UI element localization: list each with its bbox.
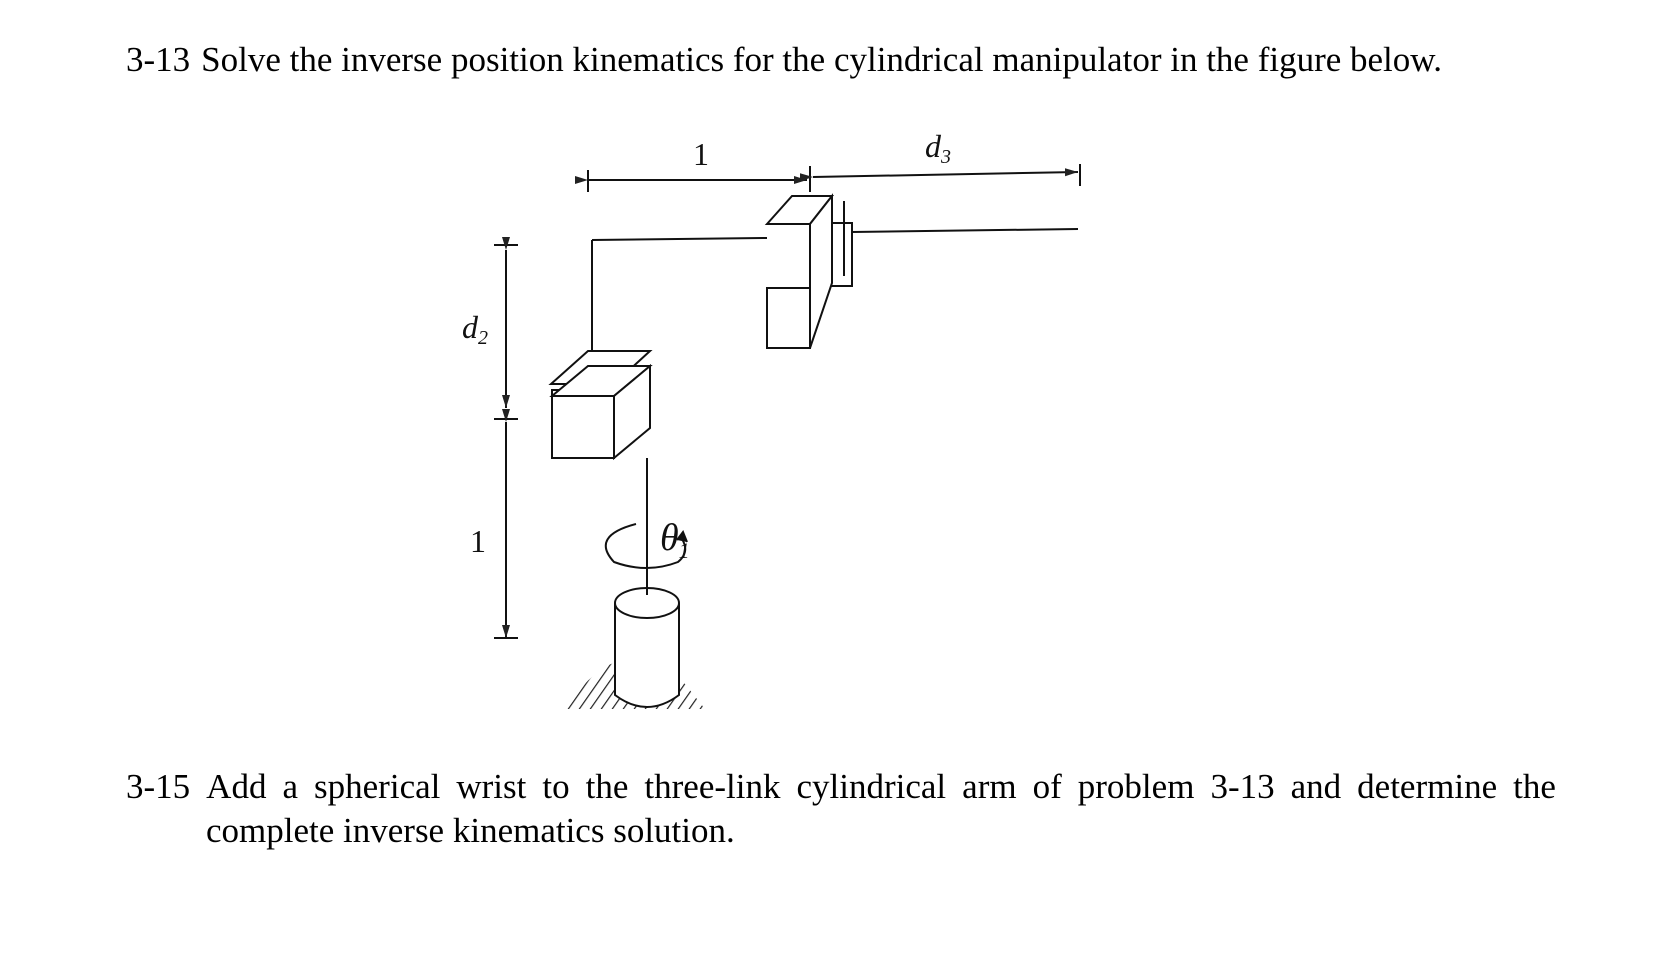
figure-labels <box>462 128 951 563</box>
problem-3-15 <box>126 765 1556 853</box>
problem-3-15-word: a <box>282 767 299 806</box>
problem-3-15-word: the <box>585 767 629 806</box>
problem-3-15-number: 3-15 <box>126 767 191 806</box>
problem-3-15-word: of <box>1032 767 1062 806</box>
theta1-label: $\theta_1$ <box>660 517 690 563</box>
problem-3-15-line2: complete inverse kinematics solution. <box>206 811 735 850</box>
problem-3-15-word: and <box>1290 767 1342 806</box>
problem-3-15-word: determine <box>1357 767 1498 806</box>
base-height-label: 1 <box>470 523 486 559</box>
problem-3-15-word: the <box>1513 767 1556 806</box>
problem-3-15-word: spherical <box>314 767 441 806</box>
problem-3-15-line1 <box>126 765 1556 809</box>
manipulator-diagram <box>462 128 1200 748</box>
problem-3-15-word: problem <box>1077 767 1195 806</box>
cylindrical-manipulator-figure <box>462 128 1200 748</box>
prismatic-joint-d3 <box>767 196 852 348</box>
problem-3-15-word: to <box>542 767 570 806</box>
problem-3-15-word: Add <box>206 767 267 806</box>
problem-3-15-word: cylindrical <box>796 767 947 806</box>
problem-3-15-word: wrist <box>456 767 527 806</box>
base-cylinder <box>615 588 679 707</box>
d2-label: d2 <box>462 309 488 349</box>
problem-3-13 <box>126 38 1442 82</box>
problem-3-15-word: three-link <box>644 767 781 806</box>
prismatic-joint-d2 <box>551 351 650 458</box>
link1-length-label: 1 <box>693 136 709 172</box>
problem-3-15-word: arm <box>962 767 1017 806</box>
d3-label: d3 <box>925 128 951 168</box>
problem-3-13-number: 3-13 <box>126 40 191 79</box>
problem-3-13-text: Solve the inverse position kinematics for the cylindrical manipulator in the figure below. <box>201 40 1443 79</box>
problem-3-15-word: 3-13 <box>1210 767 1275 806</box>
